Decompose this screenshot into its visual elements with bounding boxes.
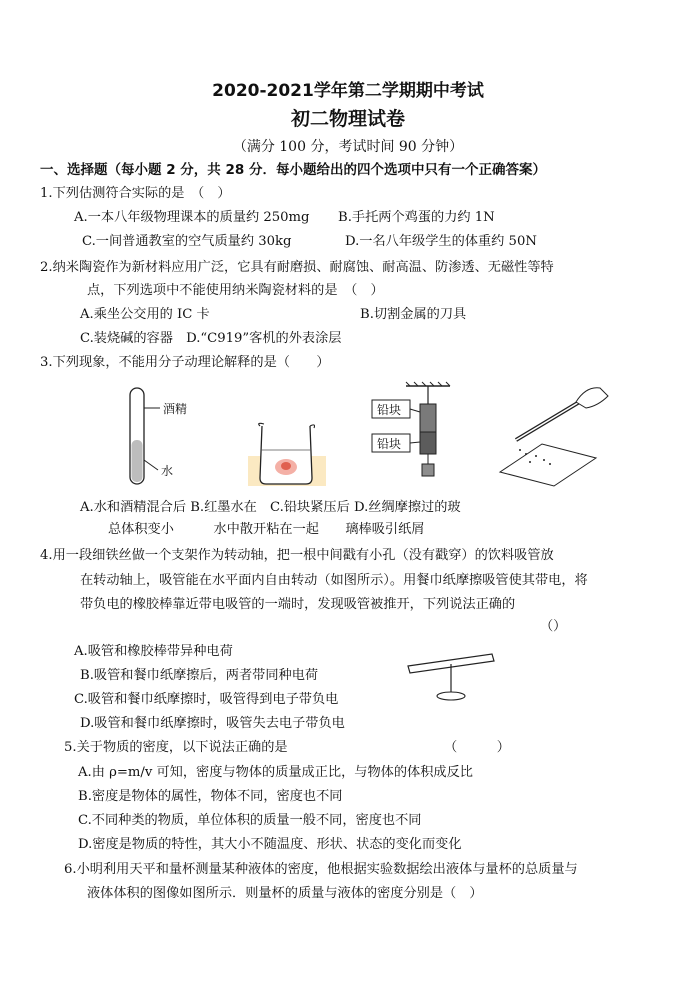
q5-answer-paren: （ ） xyxy=(444,740,510,755)
q4-stem-line1: 4.用一段细铁丝做一个支架作为转动轴，把一根中间戳有小孔（没有戳穿）的饮料吸管放 xyxy=(40,548,554,563)
q5-stem: 5.关于物质的密度，以下说法正确的是 xyxy=(64,740,288,755)
q1-stem: 1.下列估测符合实际的是 （ ） xyxy=(40,186,231,201)
q4-option-b: B.吸管和餐巾纸摩擦后，两者带同种电荷 xyxy=(80,668,319,683)
figure-test-tube xyxy=(120,388,200,488)
q5-option-c: C.不同种类的物质，单位体积的质量一般不同，密度也不同 xyxy=(78,813,422,828)
label-lead-block-2: 铅块 xyxy=(377,437,402,451)
label-water: 水 xyxy=(161,464,174,478)
q2-option-b: B.切割金属的刀具 xyxy=(360,307,467,322)
q4-option-d: D.吸管和餐巾纸摩擦时，吸管失去电子带负电 xyxy=(80,716,345,731)
q3-options-line1: A.水和酒精混合后 B.红墨水在 C.铅块紧压后 D.丝绸摩擦过的玻 xyxy=(80,500,461,515)
section-heading: 一、选择题（每小题 2 分，共 28 分．每小题给出的四个选项中只有一个正确答案） xyxy=(40,162,546,178)
q2-option-a: A.乘坐公交用的 IC 卡 xyxy=(80,307,210,322)
subject-title: 初二物理试卷 xyxy=(290,108,405,130)
q6-stem-line1: 6.小明利用天平和量杯测量某种液体的密度，他根据实验数据绘出液体与量杯的总质量与 xyxy=(64,862,578,877)
label-alcohol: 酒精 xyxy=(163,402,188,416)
exam-title: 2020-2021学年第二学期期中考试 xyxy=(212,81,484,101)
q5-option-d: D.密度是物质的特性，其大小不随温度、形状、状态的变化而变化 xyxy=(78,837,462,852)
q3-stem: 3.下列现象，不能用分子动理论解释的是（ ） xyxy=(40,355,330,370)
q1-option-d: D.一名八年级学生的体重约 50N xyxy=(345,234,537,249)
q2-stem-line1: 2.纳米陶瓷作为新材料应用广泛，它具有耐磨损、耐腐蚀、耐高温、防渗透、无磁性等特 xyxy=(40,260,554,275)
q4-answer-paren: （） xyxy=(540,619,567,634)
exam-info: （满分 100 分，考试时间 90 分钟） xyxy=(232,139,464,155)
q1-option-b: B.手托两个鸡蛋的力约 1N xyxy=(338,210,495,225)
q2-stem-line2: 点，下列选项中不能使用纳米陶瓷材料的是 （ ） xyxy=(87,283,384,298)
q4-stem-line2: 在转动轴上，吸管能在水平面内自由转动（如图所示）。用餐巾纸摩擦吸管使其带电，将 xyxy=(80,573,588,588)
q3-options-line2: 总体积变小 水中散开粘在一起 璃棒吸引纸屑 xyxy=(108,522,425,537)
q1-option-c: C.一间普通教室的空气质量约 30kg xyxy=(82,234,292,249)
q4-option-a: A.吸管和橡胶棒带异种电荷 xyxy=(74,644,233,659)
figure-glass-rod xyxy=(490,384,610,486)
q4-stem-line3: 带负电的橡胶棒靠近带电吸管的一端时，发现吸管被推开，下列说法正确的 xyxy=(80,597,516,612)
label-lead-block-1: 铅块 xyxy=(377,403,402,417)
q5-option-a: A.由 ρ=m/v 可知，密度与物体的质量成正比，与物体的体积成反比 xyxy=(78,765,473,780)
figure-straw-stand xyxy=(404,652,500,708)
q6-stem-line2: 液体体积的图像如图所示．则量杯的质量与液体的密度分别是（ ） xyxy=(87,886,483,901)
q1-option-a: A.一本八年级物理课本的质量约 250mg xyxy=(74,210,310,225)
figure-beaker xyxy=(248,420,328,488)
q5-option-b: B.密度是物体的属性，物体不同，密度也不同 xyxy=(78,789,343,804)
q4-option-c: C.吸管和餐巾纸摩擦时，吸管得到电子带负电 xyxy=(74,692,339,707)
q2-option-cd: C.装烧碱的容器 D.“C919”客机的外表涂层 xyxy=(80,331,342,346)
